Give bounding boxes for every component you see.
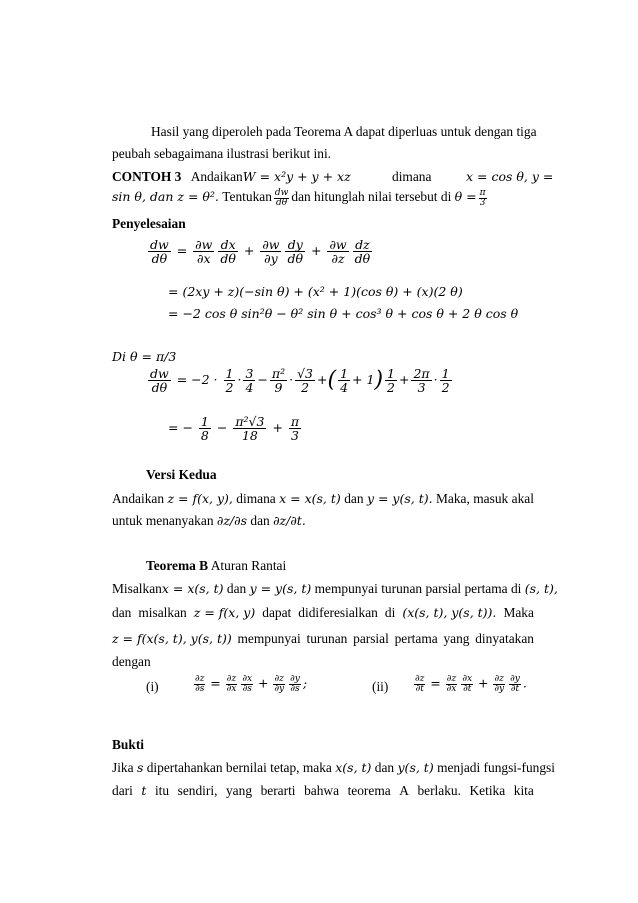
versi-kedua-line-2: untuk menanyakan ∂z/∂s dan ∂z/∂t. — [112, 513, 306, 528]
xy-definition: x = cos θ, y = — [466, 169, 554, 184]
versi-kedua-heading: Versi Kedua — [146, 467, 217, 482]
andaikan-text: Andaikan — [190, 169, 243, 184]
versi-kedua-line-1: Andaikan z = f(x, y), dimana x = x(s, t) dan y = y(s, t). Maka, masuk akal — [112, 491, 534, 506]
teorema-b-heading: Teorema B Aturan Rantai — [146, 558, 287, 573]
penyelesaian-heading: Penyelesaian — [112, 216, 186, 231]
teorema-b-line-1: Misalkanx = x(s, t) dan y = y(s, t) mempunyai turunan parsial pertama di (s, t), — [112, 581, 558, 596]
intro-line-2: peubah sebagaimana ilustrasi berikut ini. — [112, 146, 332, 161]
evaluate-at-theta: Di θ = π/3 — [112, 349, 177, 364]
pi-over-3-fraction: $\frac{\pi}{3}$ — [479, 187, 486, 208]
formula-i: $\frac{\partial z}{\partial s}$ = $\frac{\partial z}{\partial x}$ $\frac{\partial x}{\partial s}$ + $\frac{\partial z}{\partial y}$ $\frac{\partial y}{\partial s}$ ; — [195, 674, 308, 695]
contoh-3-line-1 — [112, 168, 351, 186]
teorema-b-line-3: z = f(x(s, t), y(s, t)) mempunyai turunan parsial pertama yang dinyatakan — [112, 631, 534, 646]
teorema-b-line-2: dan misalkan z = f(x, y) dapat didiferesialkan di (x(s, t), y(s, t)). Maka — [112, 605, 534, 620]
chain-rule-equation: $\frac{dw}{d\theta}$ = $\frac{\partial w}{\partial x}$ $\frac{dx}{d\theta}$ + $\frac{\partial w}{\partial y}$ $\frac{dy}{d\theta}$ + $\frac{\partial w}{\partial z}$ $\frac{dz}{d\theta}$ — [150, 237, 371, 267]
w-definition: W = x²y + y + xz — [242, 169, 351, 184]
contoh-3-line-2 — [112, 188, 489, 208]
bukti-line-1: Jika s dipertahankan bernilai tetap, maka x(s, t) dan y(s, t) menjadi fungsi-fungsi — [112, 760, 555, 775]
theta-equals: θ = — [454, 189, 477, 204]
evaluation-line-2: = − $\frac{1}{8}$ − $\frac{\text{π²√3}}{18}$ + $\frac{\pi}{3}$ — [168, 414, 300, 444]
contoh-3-label: CONTOH 3 — [112, 169, 182, 184]
tentukan-text: Tentukan — [222, 189, 272, 204]
bukti-heading: Bukti — [112, 737, 145, 752]
derivative-simplified: = −2 cos θ sin²θ − θ² sin θ + cos³ θ + cos θ + 2 θ cos θ — [168, 306, 519, 321]
dw-dtheta-fraction: $\frac{dw}{d\theta}$ — [274, 187, 289, 208]
teorema-b-line-4: dengan — [112, 654, 151, 669]
dimana-text: dimana — [392, 169, 432, 184]
formula-ii: $\frac{\partial z}{\partial t}$ = $\frac{\partial z}{\partial x}$ $\frac{\partial x}{\partial t}$ + $\frac{\partial z}{\partial y}$ $\frac{\partial y}{\partial t}$ . — [415, 674, 527, 695]
derivative-expansion: = (2xy + z)(−sin θ) + (x² + 1)(cos θ) + (x)(2 θ) — [168, 284, 463, 299]
hitung-text: dan hitunglah nilai tersebut di — [291, 189, 452, 204]
sin-z-definition: sin θ, dan z = θ². — [112, 189, 219, 204]
bukti-line-2: dari t itu sendiri, yang berarti bahwa teorema A berlaku. Ketika kita — [112, 783, 534, 798]
evaluation-line-1: $\frac{dw}{d\theta}$ = −2 · $\frac{1}{2}$ · $\frac{3}{4}$ − $\frac{\text{π²}}{9}$ · $\frac{√3}{2}$ +( $\frac{1}{4}$ + 1) $\frac{1}{2}$ + $\frac{2\pi}{3}$ · $\frac{1}{2}$ — [150, 366, 450, 396]
intro-line-1: Hasil yang diperoleh pada Teorema A dapat diperluas untuk dengan tiga — [151, 124, 537, 139]
item-ii-label: (ii) — [372, 679, 389, 694]
item-i-label: (i) — [146, 679, 159, 694]
